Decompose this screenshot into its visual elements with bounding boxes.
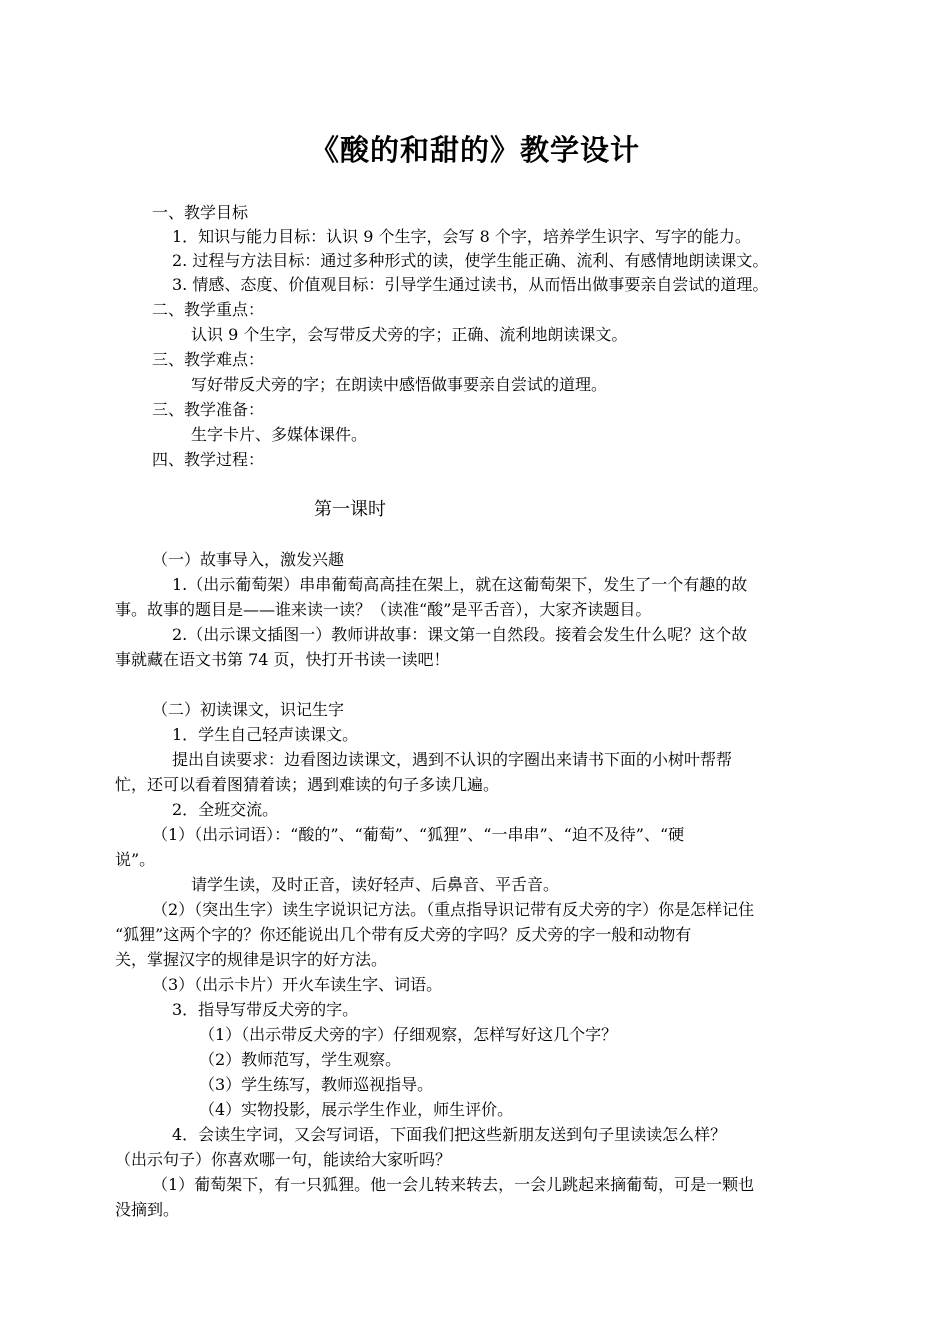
part2-requirement-line2: 忙，还可以看着图猜着读；遇到难读的句子多读几遍。	[115, 775, 500, 794]
part2-requirement-line1: 提出自读要求：边看图边读课文，遇到不认识的字圈出来请书下面的小树叶帮帮	[172, 750, 733, 769]
part1-p2-line2: 事就藏在语文书第 74 页，快打开书读一读吧！	[115, 650, 450, 669]
part2-c1-line1: （1）（出示词语）：“酸的”、“葡萄”、“狐狸”、“一串串”、“迫不及待”、“硬	[152, 825, 685, 844]
objectives-heading: 一、教学目标	[152, 203, 249, 222]
part2-c2-line3: 关，掌握汉字的规律是识字的好方法。	[115, 950, 388, 969]
part1-p1-line2: 事。故事的题目是——谁来读一读？（读准“酸”是平舌音），大家齐读题目。	[115, 600, 652, 619]
process-heading: 四、教学过程：	[152, 450, 265, 469]
part2-c1-line2: 说”。	[115, 850, 156, 869]
part2-c2-line1: （2）（突出生字）读生字说识记方法。（重点指导识记带有反犬旁的字）你是怎样记住	[152, 900, 755, 919]
part2-step-4-line2: （出示句子）你喜欢哪一句，能读给大家听吗？	[115, 1150, 452, 1169]
part2-w1: （1）（出示带反犬旁的字）仔细观察，怎样写好这几个字？	[199, 1025, 618, 1044]
part2-c1-note: 请学生读，及时正音，读好轻声、后鼻音、平舌音。	[191, 875, 560, 894]
difficulties-heading: 三、教学难点：	[152, 350, 265, 369]
part2-w4: （4）实物投影，展示学生作业，师生评价。	[199, 1100, 514, 1119]
objective-item-2: 2. 过程与方法目标：通过多种形式的读，使学生能正确、流利、有感情地朗读课文。	[172, 251, 769, 270]
part1-heading: （一）故事导入，激发兴趣	[152, 550, 345, 569]
part2-c2-line2: “狐狸”这两个字的？你还能说出几个带有反犬旁的字吗？反犬旁的字一般和动物有	[115, 925, 692, 944]
part2-heading: （二）初读课文，识记生字	[152, 700, 345, 719]
part2-step-3: 3．指导写带反犬旁的字。	[172, 1000, 359, 1019]
part1-p1-line1: 1.（出示葡萄架）串串葡萄高高挂在架上，就在这葡萄架下，发生了一个有趣的故	[172, 575, 748, 594]
part2-w2: （2）教师范写，学生观察。	[199, 1050, 402, 1069]
key-points-heading: 二、教学重点：	[152, 300, 265, 319]
objective-item-3: 3. 情感、态度、价值观目标：引导学生通过读书，从而悟出做事要亲自尝试的道理。	[172, 275, 769, 294]
page-title: 《酸的和甜的》教学设计	[309, 133, 640, 167]
preparation-text: 生字卡片、多媒体课件。	[191, 425, 368, 444]
part2-q1-line2: 没摘到。	[115, 1200, 180, 1219]
part2-c3: （3）（出示卡片）开火车读生字、词语。	[152, 975, 443, 994]
lesson-title: 第一课时	[314, 499, 386, 520]
preparation-heading: 三、教学准备：	[152, 400, 265, 419]
part2-w3: （3）学生练写，教师巡视指导。	[199, 1075, 434, 1094]
part2-step-4-line1: 4．会读生字词，又会写词语，下面我们把这些新朋友送到句子里读读怎么样？	[172, 1125, 727, 1144]
part2-q1-line1: （1）葡萄架下，有一只狐狸。他一会儿转来转去，一会儿跳起来摘葡萄，可是一颗也	[152, 1175, 755, 1194]
difficulties-text: 写好带反犬旁的字；在朗读中感悟做事要亲自尝试的道理。	[191, 375, 608, 394]
part1-p2-line1: 2.（出示课文插图一）教师讲故事：课文第一自然段。接着会发生什么呢？这个故	[172, 625, 748, 644]
part2-step-2: 2．全班交流。	[172, 800, 279, 819]
part2-step-1: 1．学生自己轻声读课文。	[172, 725, 359, 744]
key-points-text: 认识 9 个生字，会写带反犬旁的字；正确、流利地朗读课文。	[191, 325, 628, 344]
objective-item-1: 1．知识与能力目标：认识 9 个生字，会写 8 个字，培养学生识字、写字的能力。	[172, 227, 751, 246]
